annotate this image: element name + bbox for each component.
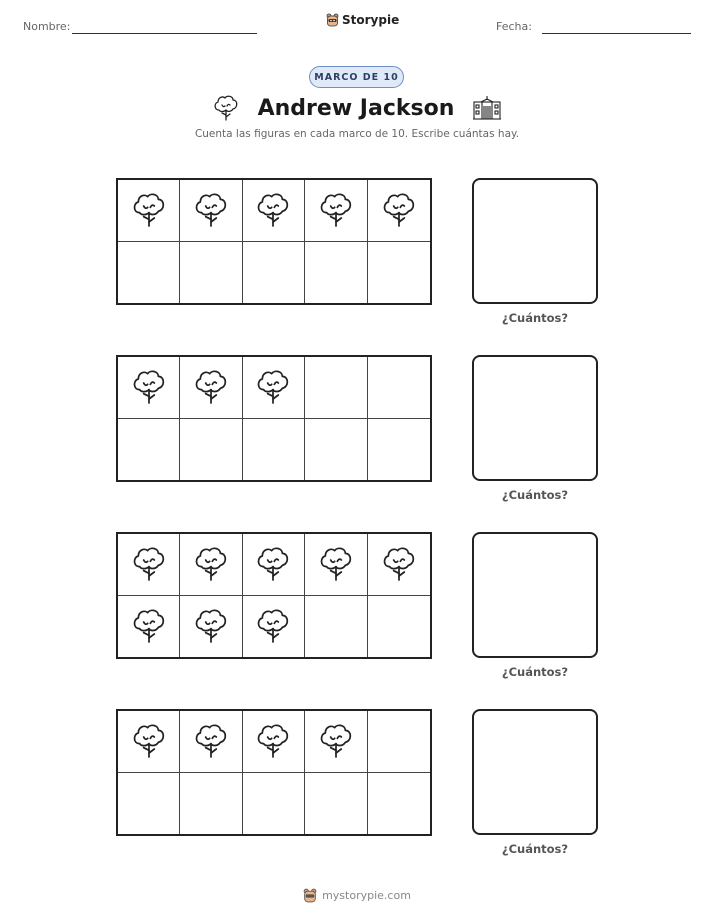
cotton-plant-icon (317, 721, 355, 761)
cotton-plant-icon (317, 544, 355, 584)
frame-cell (243, 596, 305, 658)
cotton-plant-icon (380, 190, 418, 230)
frame-cell (305, 419, 367, 481)
frame-cell (305, 596, 367, 658)
frame-cell (368, 534, 430, 596)
mascot-icon (326, 13, 339, 27)
cotton-plant-icon (254, 606, 292, 646)
frame-cell (305, 357, 367, 419)
frame-cell (305, 180, 367, 242)
frame-cell (305, 773, 367, 835)
date-field[interactable] (542, 33, 691, 34)
frame-cell (180, 242, 242, 304)
instructions: Cuenta las figuras en cada marco de 10. Escribe cuántas hay. (194, 128, 520, 140)
brand-name: Storypie (342, 13, 400, 27)
cotton-plant-icon (317, 190, 355, 230)
answer-box-2[interactable] (472, 355, 598, 481)
frame-cell (180, 180, 242, 242)
cotton-plant-icon (212, 93, 240, 123)
brand-logo (326, 13, 399, 27)
frame-cell (305, 534, 367, 596)
ten-frame-4 (116, 709, 432, 836)
cotton-plant-icon (254, 721, 292, 761)
question-label-3: ¿Cuántos? (501, 665, 569, 679)
answer-box-4[interactable] (472, 709, 598, 835)
frame-cell (118, 534, 180, 596)
frame-cell (368, 419, 430, 481)
question-label-4: ¿Cuántos? (501, 842, 569, 856)
ten-frame-2 (116, 355, 432, 482)
frame-cell (368, 357, 430, 419)
building-icon (472, 94, 502, 122)
ten-frame-3 (116, 532, 432, 659)
cotton-plant-icon (130, 190, 168, 230)
question-label-1: ¿Cuántos? (501, 311, 569, 325)
frame-cell (180, 419, 242, 481)
cotton-plant-icon (130, 544, 168, 584)
cotton-plant-icon (192, 721, 230, 761)
footer (0, 888, 714, 903)
cotton-plant-icon (130, 721, 168, 761)
frame-cell (243, 180, 305, 242)
frame-cell (118, 711, 180, 773)
frame-cell (368, 242, 430, 304)
answer-box-3[interactable] (472, 532, 598, 658)
question-label-2: ¿Cuántos? (501, 488, 569, 502)
mascot-icon (303, 888, 317, 903)
cotton-plant-icon (380, 544, 418, 584)
frame-cell (180, 357, 242, 419)
page-title: Andrew Jackson (257, 95, 455, 121)
frame-cell (243, 419, 305, 481)
frame-cell (118, 419, 180, 481)
frame-cell (180, 711, 242, 773)
cotton-plant-icon (192, 190, 230, 230)
cotton-plant-icon (130, 606, 168, 646)
frame-cell (180, 534, 242, 596)
frame-cell (243, 357, 305, 419)
frame-cell (368, 711, 430, 773)
frame-cell (118, 773, 180, 835)
frame-cell (243, 534, 305, 596)
cotton-plant-icon (192, 367, 230, 407)
frame-cell (305, 711, 367, 773)
name-field[interactable] (72, 33, 257, 34)
frame-cell (368, 773, 430, 835)
frame-cell (118, 180, 180, 242)
footer-url: mystorypie.com (322, 889, 411, 902)
name-label: Nombre: (23, 20, 71, 33)
frame-cell (305, 242, 367, 304)
cotton-plant-icon (254, 367, 292, 407)
frame-cell (118, 242, 180, 304)
frame-cell (243, 773, 305, 835)
title-row (0, 92, 714, 124)
ten-frame-1 (116, 178, 432, 305)
worksheet-type-badge: MARCO DE 10 (309, 66, 404, 88)
frame-cell (243, 242, 305, 304)
cotton-plant-icon (254, 544, 292, 584)
cotton-plant-icon (192, 544, 230, 584)
frame-cell (118, 357, 180, 419)
frame-cell (118, 596, 180, 658)
frame-cell (180, 773, 242, 835)
answer-box-1[interactable] (472, 178, 598, 304)
frame-cell (368, 596, 430, 658)
cotton-plant-icon (130, 367, 168, 407)
frame-cell (243, 711, 305, 773)
frame-cell (368, 180, 430, 242)
cotton-plant-icon (192, 606, 230, 646)
cotton-plant-icon (254, 190, 292, 230)
date-label: Fecha: (496, 20, 532, 33)
frame-cell (180, 596, 242, 658)
